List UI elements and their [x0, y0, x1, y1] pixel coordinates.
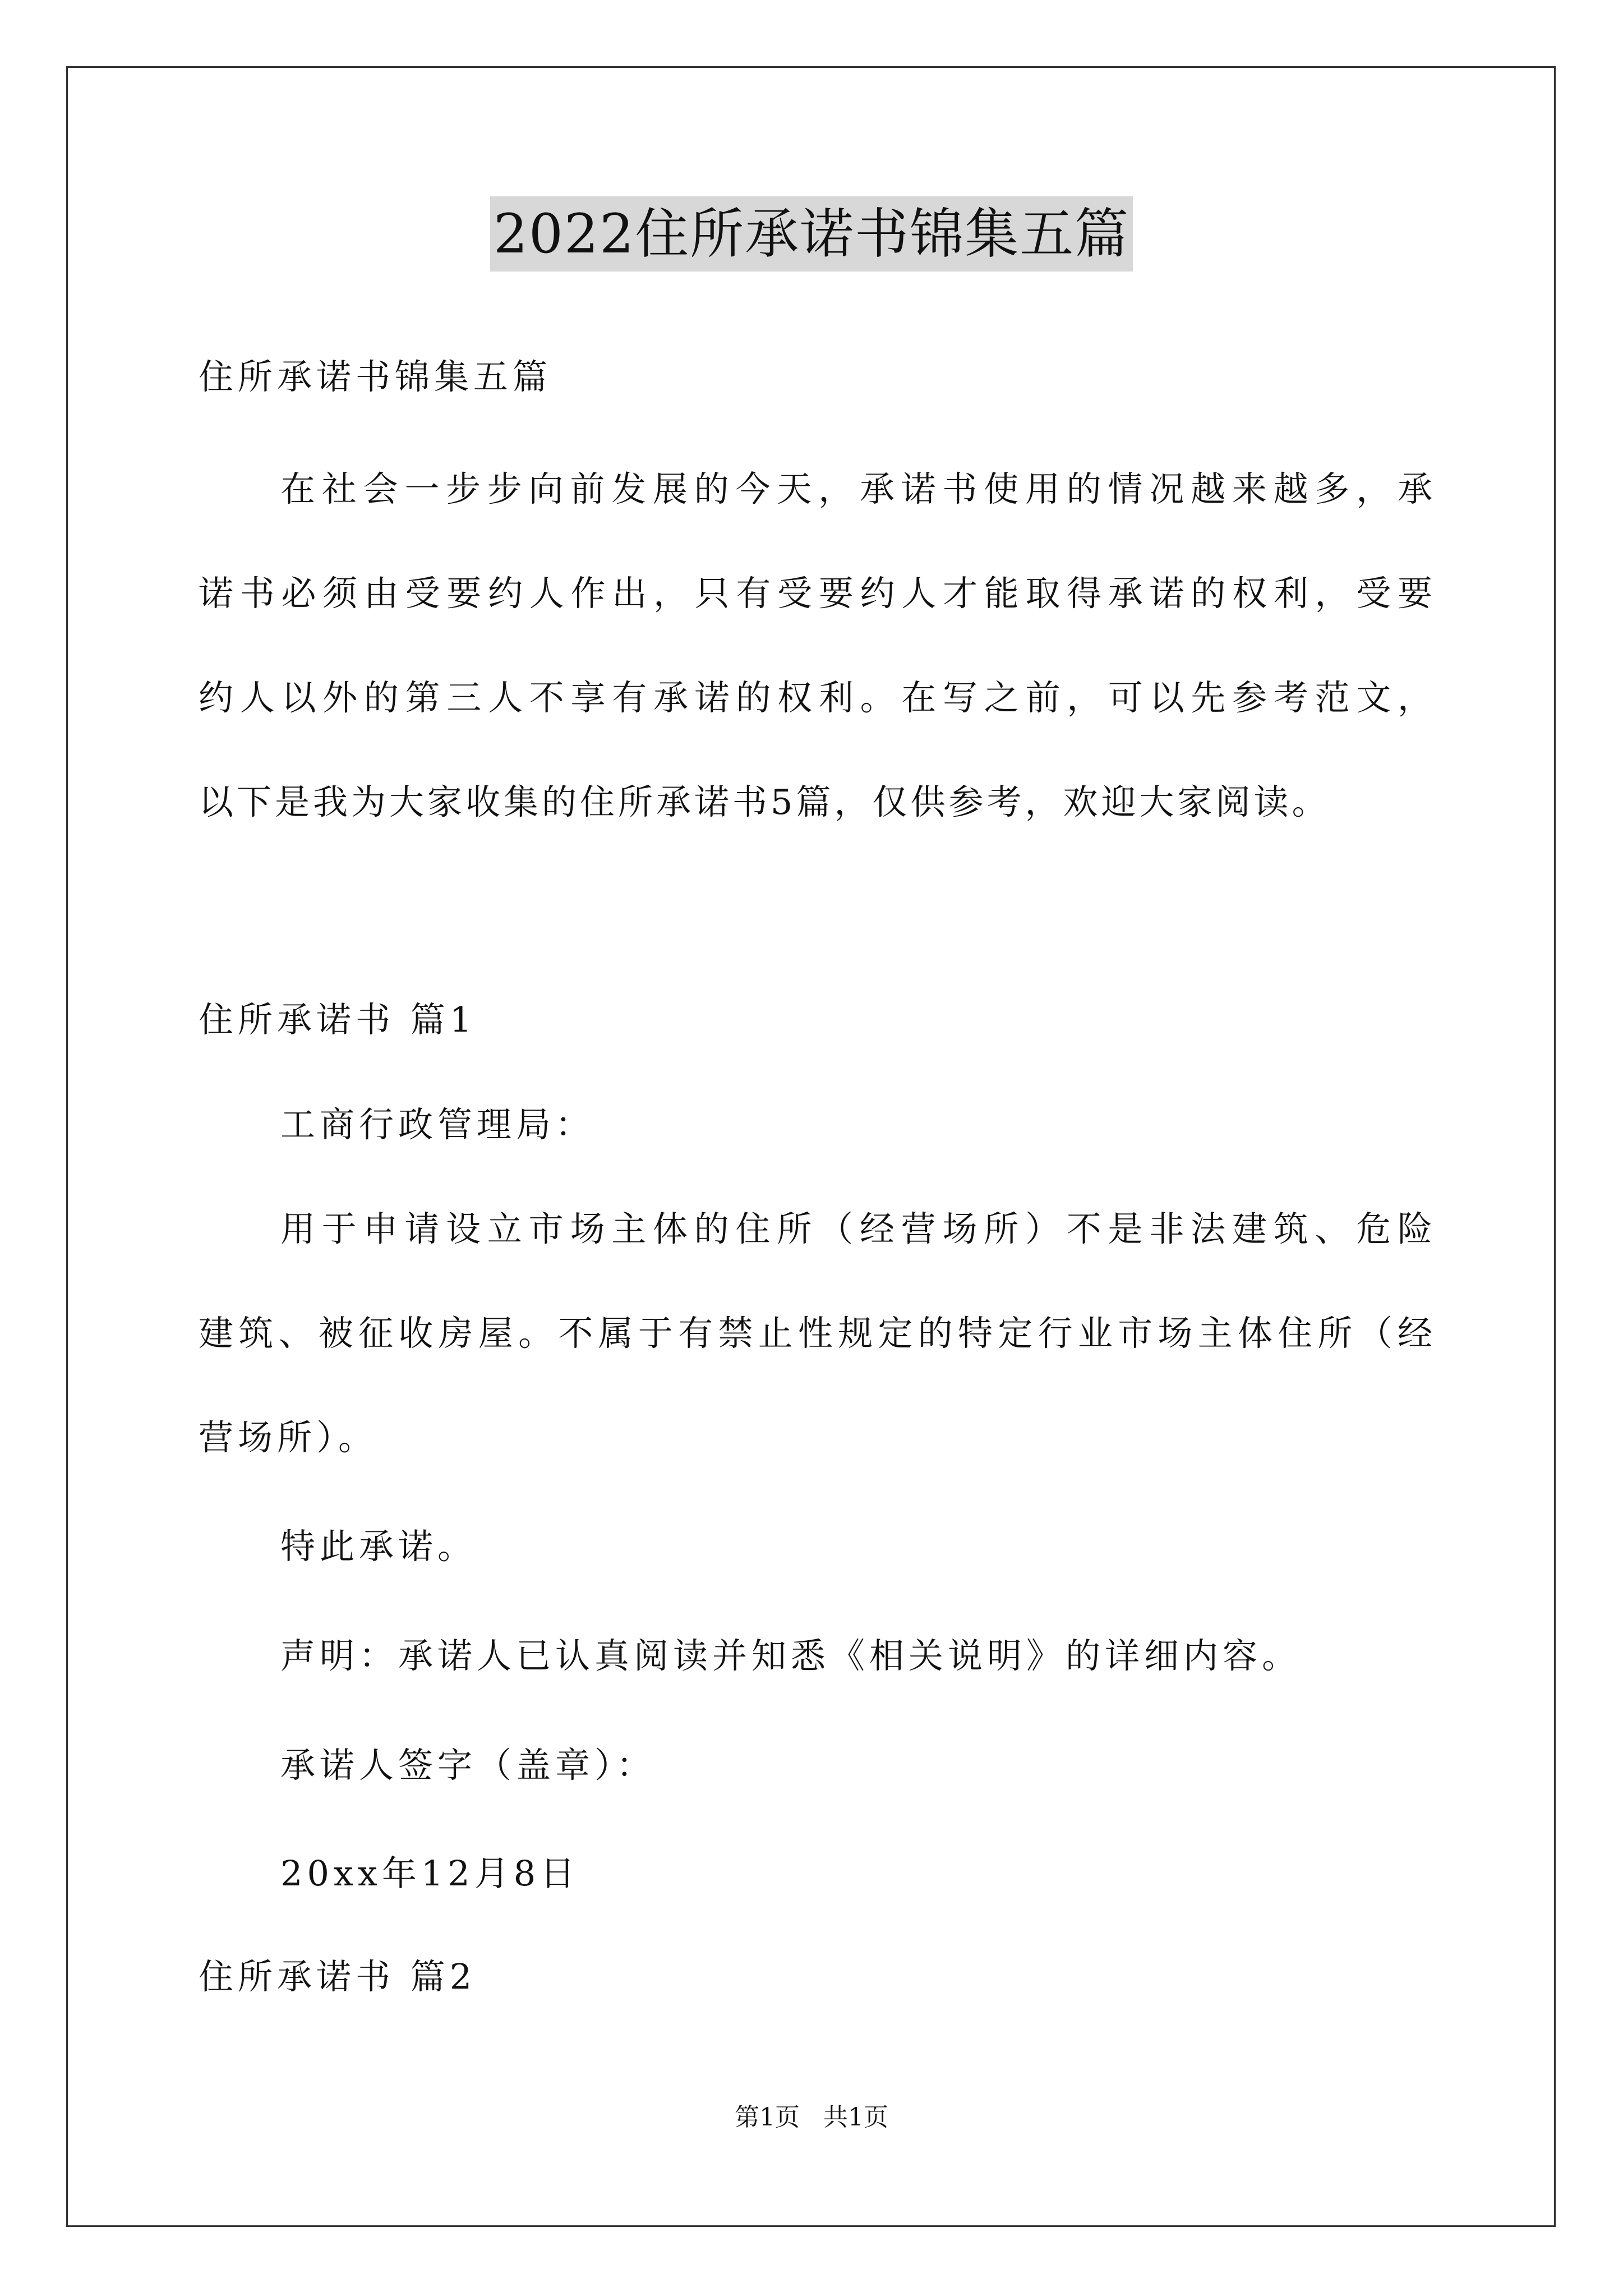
section1-statement: 声明：承诺人已认真阅读并知悉《相关说明》的详细内容。: [280, 1635, 1302, 1676]
section1-addressee: 工商行政管理局：: [280, 1104, 595, 1145]
section1-heading: 住所承诺书 篇1: [199, 999, 477, 1040]
document-title: 2022住所承诺书锦集五篇: [490, 196, 1133, 272]
intro-line-3: 约人以外的第三人不享有承诺的权利。在写之前，可以先参考范文，: [199, 677, 1435, 718]
section1-closing: 特此承诺。: [280, 1526, 477, 1567]
page-footer: 第1页 共1页: [735, 2103, 888, 2132]
document-subtitle: 住所承诺书锦集五篇: [199, 356, 552, 397]
section1-body-line-3: 营场所）。: [199, 1417, 378, 1458]
section2-heading: 住所承诺书 篇2: [199, 1956, 477, 1997]
section1-body-line-1: 用于申请设立市场主体的住所（经营场所）不是非法建筑、危险: [280, 1208, 1435, 1249]
section1-signature: 承诺人签字（盖章）：: [280, 1745, 656, 1786]
intro-line-1: 在社会一步步向前发展的今天，承诺书使用的情况越来越多，承: [280, 468, 1435, 509]
intro-line-4: 以下是我为大家收集的住所承诺书5篇，仅供参考，欢迎大家阅读。: [199, 781, 1330, 822]
title-container: [0, 196, 1623, 272]
section1-body-line-2: 建筑、被征收房屋。不属于有禁止性规定的特定行业市场主体住所（经: [199, 1313, 1435, 1354]
intro-line-2: 诺书必须由受要约人作出，只有受要约人才能取得承诺的权利，受要: [199, 573, 1435, 614]
section1-date: 20xx年12月8日: [280, 1853, 580, 1894]
